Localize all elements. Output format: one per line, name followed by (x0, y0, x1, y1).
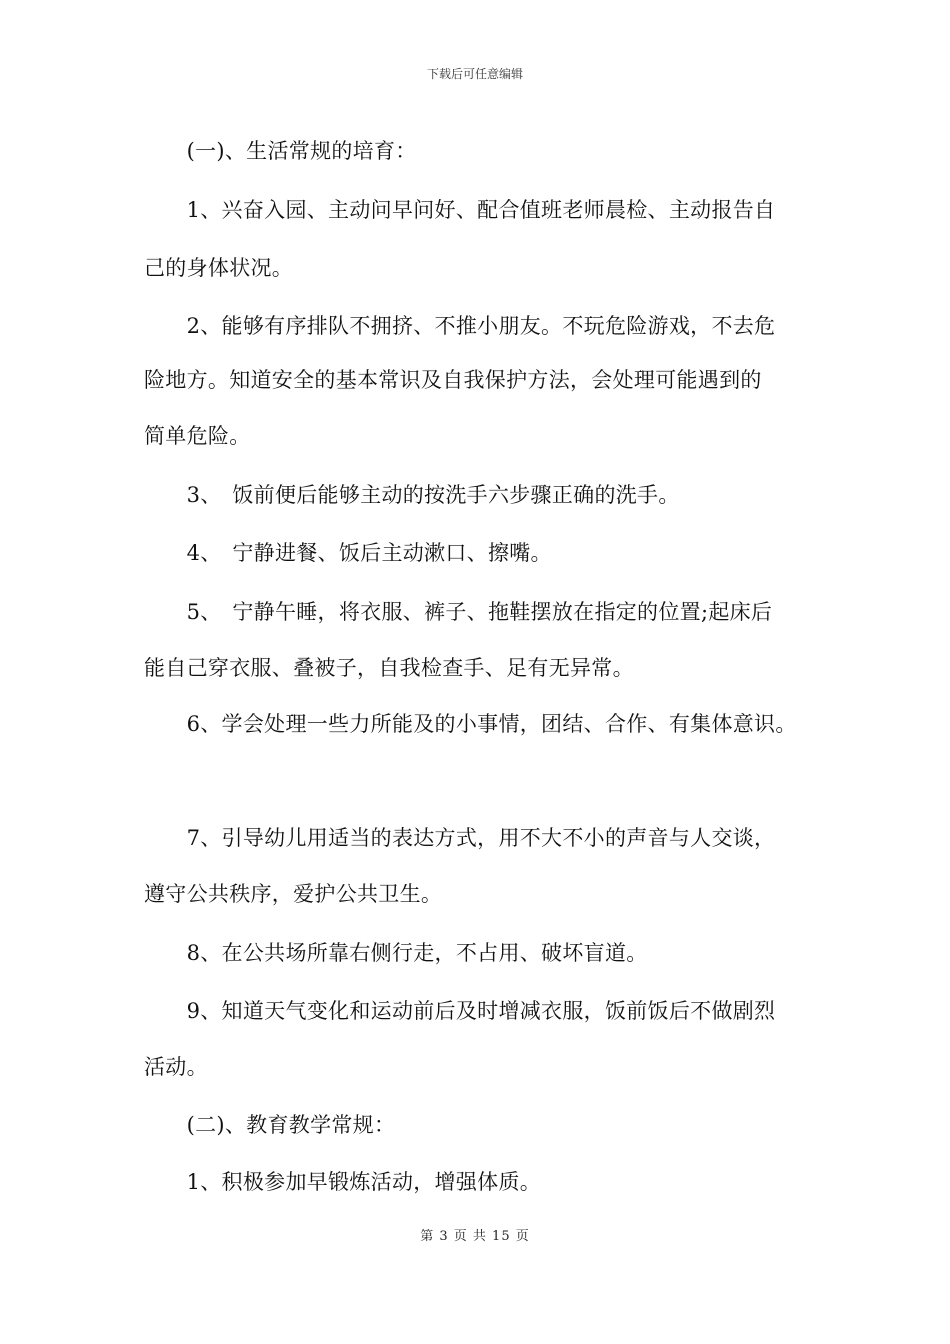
paragraph-line: 1、兴奋入园、主动问早问好、配合值班老师晨检、主动报告自 (144, 198, 776, 222)
page-footer: 第 3 页 共 15 页 (420, 1229, 530, 1244)
section-heading-daily-routine: (一)、生活常规的培育： (144, 139, 417, 163)
paragraph-line: 己的身体状况。 (144, 256, 294, 280)
paragraph-line: 2、能够有序排队不拥挤、不推小朋友。不玩危险游戏，不去危 (144, 314, 776, 338)
paragraph-line: 能自己穿衣服、叠被子，自我检查手、足有无异常。 (144, 656, 634, 680)
paragraph-line: 简单危险。 (144, 424, 251, 448)
section-heading-teaching-routine: (二)、教育教学常规： (144, 1113, 396, 1137)
page-header: 下载后可任意编辑 (426, 67, 523, 81)
paragraph-line: 5、 宁静午睡，将衣服、裤子、拖鞋摆放在指定的位置;起床后 (144, 600, 773, 624)
paragraph-line: 活动。 (144, 1055, 208, 1079)
paragraph-line: 6、学会处理一些力所能及的小事情，团结、合作、有集体意识。 (144, 712, 797, 736)
paragraph-line: 遵守公共秩序，爱护公共卫生。 (144, 882, 443, 906)
paragraph-line: 9、知道天气变化和运动前后及时增减衣服，饭前饭后不做剧烈 (144, 999, 776, 1023)
paragraph-line: 3、 饭前便后能够主动的按洗手六步骤正确的洗手。 (144, 483, 680, 507)
paragraph-line: 7、引导幼儿用适当的表达方式，用不大不小的声音与人交谈， (144, 826, 776, 850)
paragraph-line: 4、 宁静进餐、饭后主动漱口、擦嘴。 (144, 541, 552, 565)
paragraph-line: 8、在公共场所靠右侧行走，不占用、破坏盲道。 (144, 941, 648, 965)
paragraph-line: 1、积极参加早锻炼活动，增强体质。 (144, 1170, 542, 1194)
paragraph-line: 险地方。知道安全的基本常识及自我保护方法，会处理可能遇到的 (144, 368, 762, 392)
